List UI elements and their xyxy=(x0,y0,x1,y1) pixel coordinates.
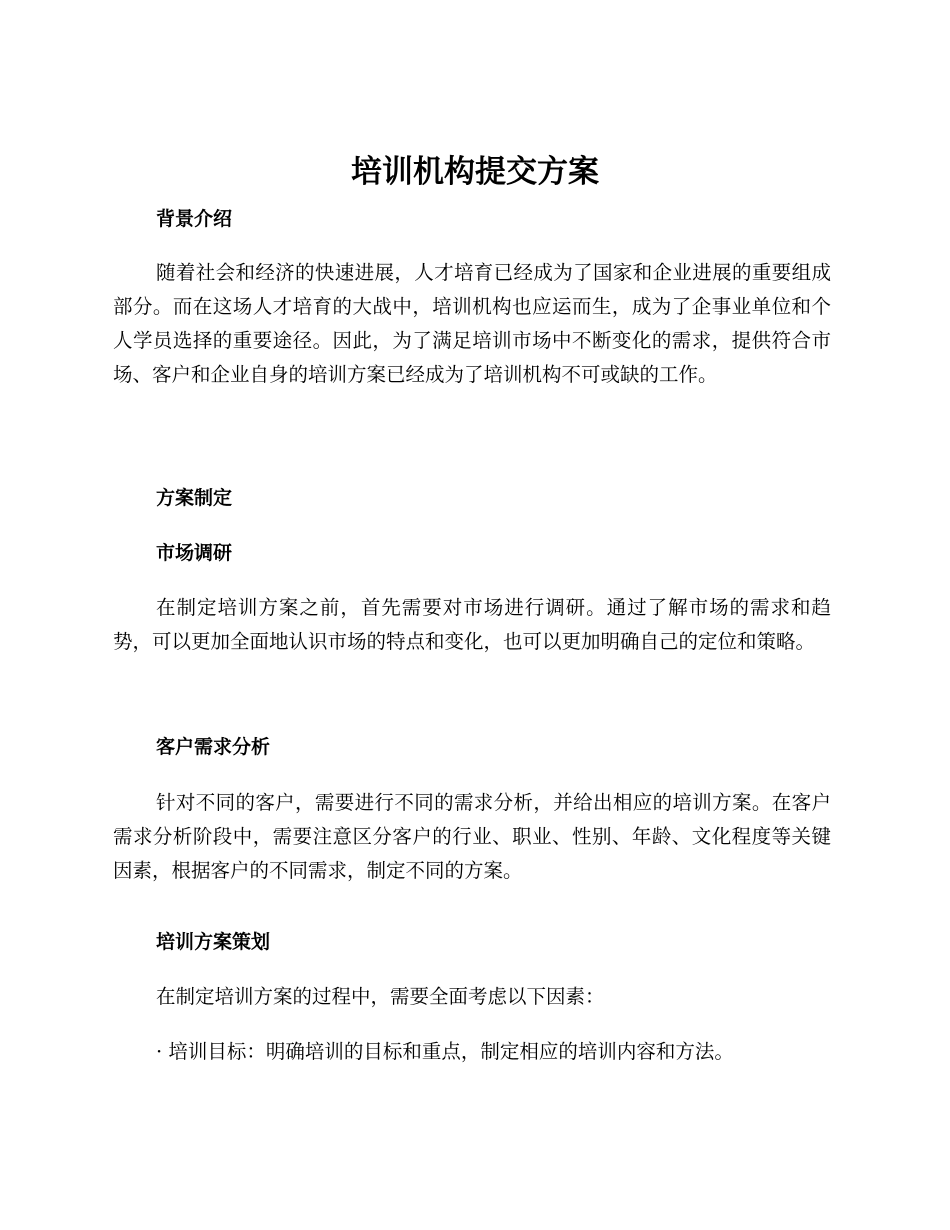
heading-market: 市场调研 xyxy=(156,542,233,564)
paragraph-market: 在制定培训方案之前，首先需要对市场进行调研。通过了解市场的需求和趋势，可以更加全面地认识市场的特点和变化，也可以更加明确自己的定位和策略。 xyxy=(113,596,831,653)
paragraph-background: 随着社会和经济的快速进展，人才培育已经成为了国家和企业进展的重要组成部分。而在这场人才培育的大战中，培训机构也应运而生，成为了企事业单位和个人学员选择的重要途径。因此，为了满足培训市场中不断变化的需求，提供符合市场、客户和企业自身的培训方案已经成为了培训机构不可或缺的工作。 xyxy=(113,261,831,386)
document-title: 培训机构提交方案 xyxy=(351,154,599,190)
heading-background: 背景介绍 xyxy=(156,208,233,230)
paragraph-planning-intro: 在制定培训方案的过程中，需要全面考虑以下因素： xyxy=(156,985,605,1008)
list-item: · 培训目标：明确培训的目标和重点，制定相应的培训内容和方法。 xyxy=(156,1040,734,1063)
paragraph-customer: 针对不同的客户，需要进行不同的需求分析，并给出相应的培训方案。在客户需求分析阶段中，需要注意区分客户的行业、职业、性别、年龄、文化程度等关键因素，根据客户的不同需求，制定不同的方案。 xyxy=(113,791,831,882)
heading-customer: 客户需求分析 xyxy=(156,736,271,758)
heading-plan: 方案制定 xyxy=(156,487,233,509)
heading-planning: 培训方案策划 xyxy=(156,931,271,953)
